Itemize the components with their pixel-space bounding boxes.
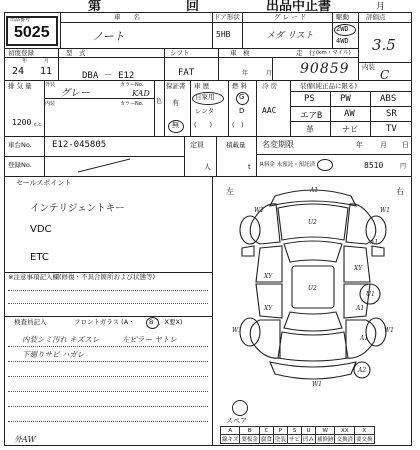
first-reg-year: 24 bbox=[12, 66, 25, 77]
legend-desc-b: 要板金 bbox=[240, 435, 260, 444]
mark-left-front-wheel: W1 bbox=[254, 207, 264, 214]
warranty-option-yes: 有 bbox=[172, 99, 179, 107]
equipment-ps: PS bbox=[304, 94, 315, 104]
color-label: 色 bbox=[156, 98, 163, 105]
mark-right-rear-wheel: W1 bbox=[384, 327, 394, 334]
spare-label: スペア bbox=[226, 417, 247, 425]
mark-left-rear-door: XY bbox=[264, 305, 273, 312]
displacement-unit: c.c. bbox=[34, 122, 43, 128]
first-reg-month: 11 bbox=[40, 66, 53, 77]
interior-color-label: 内装 bbox=[45, 101, 56, 107]
mark-rear-right: A2 bbox=[358, 367, 367, 374]
equipment-airbag: エアB bbox=[300, 111, 323, 121]
legend-desc-p: 塗装 bbox=[273, 435, 287, 444]
warranty-option-no: 無 bbox=[172, 121, 179, 129]
mark-roof: U2 bbox=[308, 285, 317, 292]
interior-grade-label: 内装 bbox=[362, 63, 375, 71]
windshield bbox=[284, 241, 342, 262]
mark-right-rear-door: A1 bbox=[356, 305, 365, 312]
drive-option-4wd: 4WD bbox=[336, 37, 349, 45]
lot-label: 出品番号 bbox=[10, 17, 31, 23]
legend-code-b: B bbox=[240, 427, 260, 435]
sales-point-1: インテリジェントキー bbox=[30, 203, 125, 214]
mark-right-rear-fender: A1 bbox=[360, 335, 369, 342]
inspector-line-1-right: 左ピラー ヤトレ bbox=[122, 335, 177, 344]
inspector-line-2: 下廻りサビ ハガレ bbox=[22, 350, 85, 359]
trunk bbox=[278, 332, 348, 361]
drive-option-2wd: 2WD bbox=[336, 25, 349, 33]
door-label: ドア形状 bbox=[214, 13, 240, 21]
windshield-label: フロントガラス (A・ bbox=[74, 318, 135, 326]
expiry-month: 月 bbox=[380, 141, 387, 149]
mileage-label: 走 行 bbox=[296, 49, 316, 57]
equipment-aw: AW bbox=[344, 109, 355, 119]
door-value: 5HB bbox=[216, 30, 231, 39]
rear-window bbox=[284, 312, 342, 331]
equipment-navi: ナビ bbox=[342, 125, 358, 134]
legend-code-s: S bbox=[287, 427, 301, 435]
left-rear-door bbox=[256, 284, 282, 318]
sales-point-3: ETC bbox=[30, 252, 49, 263]
load-label: 積載量 bbox=[226, 141, 246, 149]
auction-sheet bbox=[4, 0, 414, 446]
inspection-label: 車 検 bbox=[230, 49, 250, 57]
equipment-sr: SR bbox=[386, 109, 397, 119]
recycle-label: R料金 未預託・預託済 bbox=[260, 162, 316, 168]
equipment-abs: ABS bbox=[380, 94, 397, 104]
car-diagram bbox=[220, 182, 406, 396]
load-unit: t bbox=[248, 163, 251, 171]
header-title-left: 第 bbox=[88, 0, 102, 14]
damage-legend bbox=[220, 426, 375, 444]
fuel-option-d: D bbox=[239, 107, 245, 115]
mark-left-rear-wheel: W1 bbox=[232, 327, 242, 334]
sales-points-label: セールスポイント bbox=[16, 179, 72, 187]
displacement-value: 1200 bbox=[12, 118, 32, 127]
inspector-label: 検査員記入 bbox=[14, 318, 47, 326]
color-no: KAD bbox=[132, 89, 150, 98]
model-value: DBA － E12 bbox=[82, 71, 135, 81]
expiry-year: 年 bbox=[356, 141, 363, 149]
warranty-label: 保証書 bbox=[166, 82, 186, 90]
shift-label: シフト bbox=[170, 49, 190, 57]
mark-rear-bumper: W1 bbox=[312, 381, 322, 388]
score-label: 評価点 bbox=[366, 13, 386, 21]
inspector-line-1-left: 内装シミ汚れ キズスレ bbox=[22, 335, 100, 344]
inspection-month: 月 bbox=[266, 70, 273, 77]
legend-desc-u: 凹み bbox=[301, 435, 315, 444]
legend-desc-w: 補修跡 bbox=[315, 435, 335, 444]
capacity-unit: 人 bbox=[204, 163, 211, 171]
reg-no-label: 登録No. bbox=[8, 161, 32, 169]
expiry-label: 名変期限 bbox=[262, 140, 294, 149]
rear-bumper bbox=[270, 362, 356, 379]
history-option-rental: レンタ bbox=[195, 107, 215, 115]
left-rear-fender bbox=[250, 320, 280, 358]
legend-desc-s: サビ bbox=[287, 435, 301, 444]
legend-desc-a: 線キズ bbox=[221, 435, 240, 444]
history-label: 車 歴 bbox=[194, 82, 210, 90]
chassis-value: E12-045805 bbox=[52, 140, 107, 150]
model-label: 型 式 bbox=[66, 49, 86, 57]
recycle-value: 8510 bbox=[364, 161, 384, 170]
inspector-footer: 外AW bbox=[14, 435, 36, 444]
legend-code-c: C bbox=[259, 427, 273, 435]
inspection-year: 年 bbox=[242, 70, 249, 77]
ac-label: 冷 房 bbox=[262, 82, 278, 90]
capacity-label: 定員 bbox=[190, 141, 204, 149]
grade-value: メダ リスト bbox=[266, 31, 314, 41]
fuel-parens: ( ) bbox=[232, 121, 244, 129]
equipment-label: 装備(純正品に限る) bbox=[300, 82, 358, 90]
equipment-leather: 革 bbox=[306, 125, 314, 134]
legend-code-w: W bbox=[315, 427, 335, 435]
first-reg-label: 初度登録 bbox=[8, 49, 34, 57]
history-option-private: 自家用 bbox=[195, 93, 215, 101]
spare-tire-icon bbox=[232, 400, 248, 416]
legend-desc-xx: 交換済 bbox=[335, 435, 355, 444]
car-name-label: 車 名 bbox=[114, 13, 140, 21]
legend-code-u: U bbox=[301, 427, 315, 435]
header-title-right: 出品中止書 bbox=[266, 0, 332, 14]
first-reg-month-label: 月 bbox=[44, 58, 50, 64]
right-rear-door bbox=[344, 284, 370, 318]
color-no-label: カラーNo. bbox=[120, 82, 144, 88]
equipment-tv: TV bbox=[386, 124, 397, 134]
left-mirror bbox=[242, 246, 254, 256]
score-value: 3.5 bbox=[372, 36, 396, 54]
exterior-color: グレー bbox=[60, 88, 90, 99]
mark-front-bumper: A1 bbox=[310, 187, 319, 194]
mark-left-front-door: XY bbox=[264, 273, 273, 280]
mark-right-front-fender: A1 bbox=[370, 239, 379, 246]
mark-right-side: U1 bbox=[366, 291, 375, 298]
fuel-option-g: G bbox=[239, 93, 245, 101]
expiry-day: 日 bbox=[402, 141, 409, 149]
equipment-pw: PW bbox=[340, 94, 351, 104]
mark-hood: U2 bbox=[308, 219, 317, 226]
chassis-label: 車台No. bbox=[8, 141, 32, 149]
mileage-value: 90859 bbox=[300, 61, 350, 77]
exterior-color-label: 外装 bbox=[45, 82, 56, 88]
lot-number: 5025 bbox=[14, 24, 50, 41]
diagram-right-label: 右 bbox=[396, 187, 404, 196]
legend-code-p: P bbox=[273, 427, 287, 435]
windshield-rest: 、X要X) bbox=[158, 318, 183, 326]
mark-right-front-door: XY bbox=[354, 265, 363, 272]
mark-right-front-wheel: W1 bbox=[380, 207, 390, 214]
legend-code-xx: XX bbox=[335, 427, 355, 435]
car-name: ノート bbox=[92, 30, 125, 43]
recycle-unit: 円 bbox=[400, 163, 407, 170]
shift-value: FAT bbox=[178, 68, 195, 78]
windshield-circled: B bbox=[149, 318, 154, 326]
right-mirror bbox=[372, 246, 384, 256]
notes-label: ※注意事項記入欄(修復・不具合箇所および状態等) bbox=[8, 273, 156, 281]
legend-desc-c: 腐食 bbox=[259, 435, 273, 444]
legend-desc-x: 要交換 bbox=[355, 435, 375, 444]
fuel-label: 燃 料 bbox=[232, 82, 248, 90]
diagram-left-label: 左 bbox=[226, 187, 234, 196]
history-parens: ( ) bbox=[194, 121, 213, 129]
right-front-door bbox=[344, 246, 370, 282]
header-title-mid: 回 bbox=[186, 0, 200, 14]
grade-label: グ レ ー ド bbox=[274, 13, 307, 21]
reg-no-strike bbox=[74, 156, 134, 176]
interior-grade-value: C bbox=[380, 68, 390, 82]
drive-label: 駆動 bbox=[336, 13, 349, 21]
mileage-unit: (km・マイル) bbox=[316, 50, 351, 56]
recycle-selected-circle bbox=[317, 159, 333, 171]
header-month: 月 bbox=[376, 2, 386, 12]
ac-value: AAC bbox=[262, 106, 277, 115]
sales-point-2: VDC bbox=[30, 224, 52, 235]
interior-color-no-label: カラーNo. bbox=[120, 101, 144, 107]
legend-code-a: A bbox=[221, 427, 240, 435]
first-reg-year-label: 年 bbox=[22, 58, 28, 64]
legend-code-x: X bbox=[355, 427, 375, 435]
displacement-label: 排 気 量 bbox=[8, 82, 32, 90]
